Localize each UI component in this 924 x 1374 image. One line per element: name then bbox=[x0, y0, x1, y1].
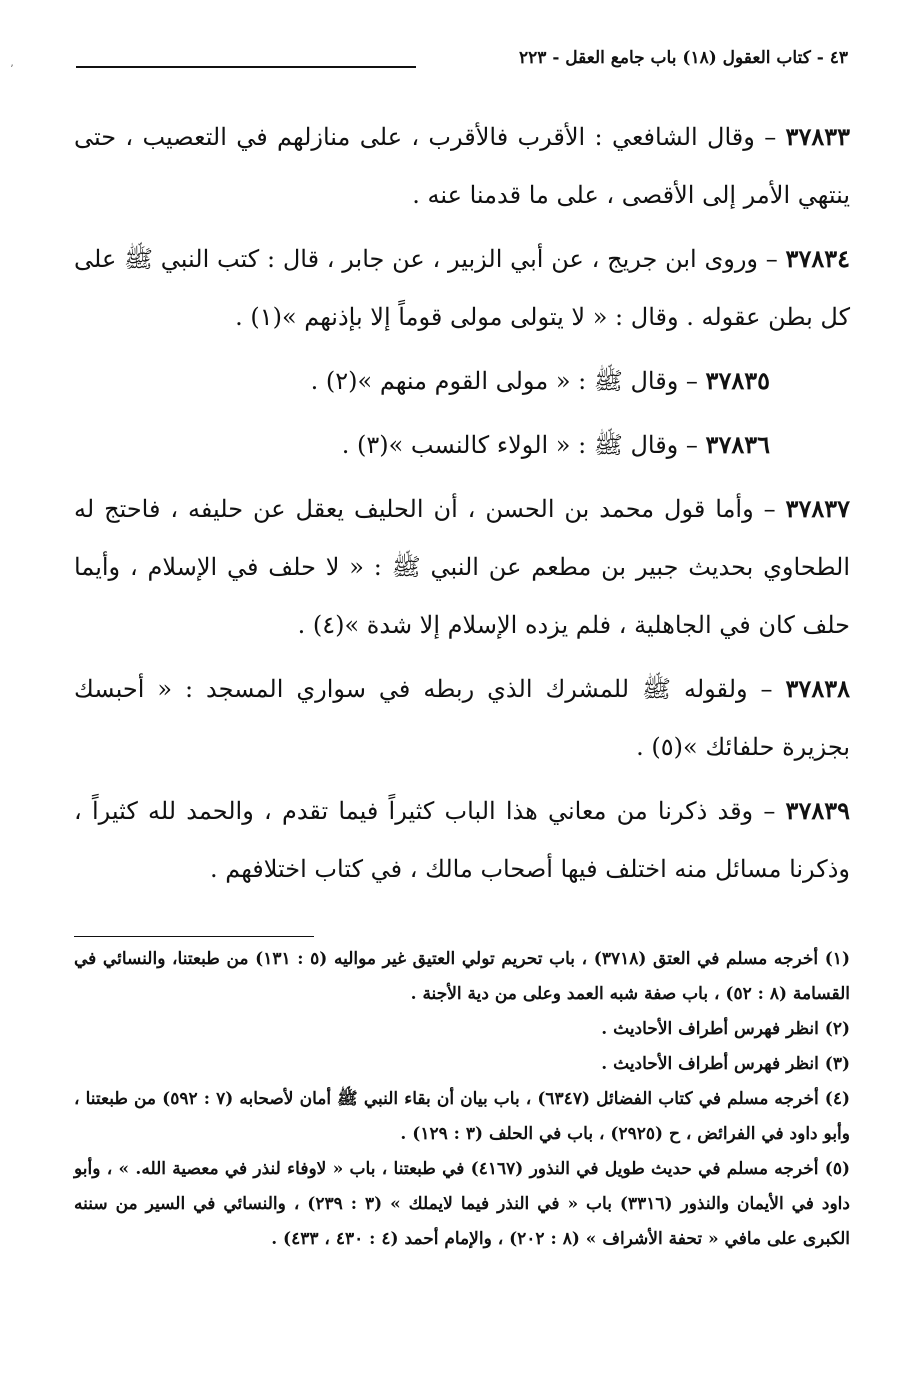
paragraph-37836 bbox=[74, 416, 850, 474]
paragraph-number: ٣٧٨٣٥ bbox=[705, 366, 770, 395]
footnotes bbox=[74, 942, 850, 1257]
paragraph-37839 bbox=[74, 782, 850, 898]
paragraph-number: ٣٧٨٣٦ bbox=[705, 430, 770, 459]
paragraph-37833 bbox=[74, 108, 850, 224]
header-rule bbox=[76, 66, 416, 68]
paragraph-text: – وقال ﷺ : « مولى القوم منهم »(٢) . bbox=[310, 367, 698, 395]
paragraph-number: ٣٧٨٣٧ bbox=[785, 494, 850, 523]
paragraph-text: – وروى ابن جريج ، عن أبي الزبير ، عن جابر ، قال : كتب النبي ﷺ على كل بطن عقوله . وقال : « لا يتولى مولى قوماً إلا بإذنهم »(١) . bbox=[74, 245, 850, 331]
footnote-4: (٤) أخرجه مسلم في كتاب الفضائل (٦٣٤٧) ، باب بيان أن بقاء النبي ﷺ أمان لأصحابه (٧ : ٥٩٢) من طبعتنا ، وأبو داود في الفرائض ، ح (٢٩٢٥) ، باب في الحلف (٣ : ١٢٩) . bbox=[74, 1089, 850, 1144]
paragraph-37838 bbox=[74, 660, 850, 776]
paragraph-text: – وقال الشافعي : الأقرب فالأقرب ، على منازلهم في التعصيب ، حتى ينتهي الأمر إلى الأقصى ، على ما قدمنا عنه . bbox=[74, 123, 850, 209]
footnote-1: (١) أخرجه مسلم في العتق (٣٧١٨) ، باب تحريم تولي العتيق غير مواليه (٥ : ١٣١) من طبعتنا، والنسائي في القسامة (٨ : ٥٢) ، باب صفة شبه العمد وعلى من دية الأجنة . bbox=[74, 949, 850, 1004]
paragraph-number: ٣٧٨٣٨ bbox=[785, 674, 850, 703]
paragraph-37835 bbox=[74, 352, 850, 410]
footnote-5: (٥) أخرجه مسلم في حديث طويل في النذور (٤١٦٧) في طبعتنا ، باب « لاوفاء لنذر في معصية الله. » ، وأبو داود في الأيمان والنذور (٣٣١٦) باب « في النذر فيما لايملك » (٣ : ٢٣٩) ، والنسائي في السير من سننه الكبرى على مافي « تحفة الأشراف » (٨ : ٢٠٢) ، والإمام أحمد (٤ : ٤٣٠ ، ٤٣٣) . bbox=[74, 1159, 851, 1249]
page-edge-mark: ʼ bbox=[10, 64, 14, 75]
footnote-3: (٣) انظر فهرس أطراف الأحاديث . bbox=[601, 1054, 850, 1074]
running-header-title: ٤٣ - كتاب العقول (١٨) باب جامع العقل - ٢٢٣ bbox=[519, 48, 848, 68]
paragraph-text: – ولقوله ﷺ للمشرك الذي ربطه في سواري المسجد : « أحبسك بجزيرة حلفائك »(٥) . bbox=[74, 675, 850, 761]
paragraph-text: – وقد ذكرنا من معاني هذا الباب كثيراً فيما تقدم ، والحمد لله كثيراً ، وذكرنا مسائل منه اختلف فيها أصحاب مالك ، في كتاب اختلافهم . bbox=[74, 797, 850, 883]
paragraph-text: – وقال ﷺ : « الولاء كالنسب »(٣) . bbox=[341, 431, 698, 459]
main-text bbox=[74, 108, 850, 904]
paragraph-number: ٣٧٨٣٩ bbox=[785, 796, 850, 825]
running-header bbox=[76, 44, 848, 84]
paragraph-number: ٣٧٨٣٣ bbox=[785, 122, 850, 151]
paragraph-number: ٣٧٨٣٤ bbox=[785, 244, 850, 273]
footnote-2: (٢) انظر فهرس أطراف الأحاديث . bbox=[601, 1019, 850, 1039]
paragraph-text: – وأما قول محمد بن الحسن ، أن الحليف يعقل عن حليفه ، فاحتج له الطحاوي بحديث جبير بن مطعم عن النبي ﷺ : « لا حلف في الإسلام ، وأيما حلف كان في الجاهلية ، فلم يزده الإسلام إلا شدة »(٤) . bbox=[74, 495, 850, 639]
paragraph-37837 bbox=[74, 480, 850, 654]
paragraph-37834 bbox=[74, 230, 850, 346]
footnote-divider bbox=[74, 936, 314, 937]
